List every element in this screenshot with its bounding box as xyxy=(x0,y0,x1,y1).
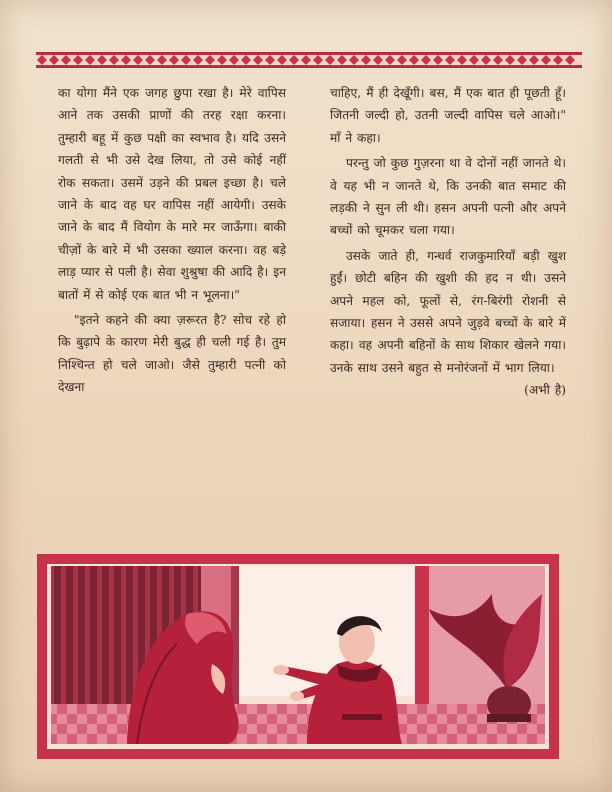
right-paragraph-2: परन्तु जो कुछ गुज़रना था वे दोनों नहीं जानते थे। वे यह भी न जानते थे, कि उनकी बात समाट की लड़की ने सुन ली थी। हसन अपनी पत्नी और अपने बच्चों को चूमकर चला गया। xyxy=(330,156,566,238)
right-paragraph-1: चाहिए, मैं ही देखूँगी। बस, मैं एक बात ही पूछती हूँ। जितनी जल्दी हो, उतनी जल्दी वापिस चले आओ।" माँ ने कहा। xyxy=(330,86,566,145)
right-paragraph-3 xyxy=(330,245,566,398)
right-column xyxy=(330,82,566,536)
diamond-border-pattern xyxy=(36,52,582,68)
tiled-floor xyxy=(51,704,545,744)
text-columns xyxy=(58,82,566,536)
decorative-border-band xyxy=(36,52,582,68)
left-paragraph-1: का योगा मैंने एक जगह छुपा रखा है। मेरे वापिस आने तक उसकी प्राणों की तरह रक्षा करना। तुम्हारी बहू में कुछ पक्षी का स्वभाव है। यदि उसने गलती से भी उसे देख लिया, तो उसे कोई नहीं रोक सकता। उसमें उड़ने की प्रबल इच्छा है। चले जाने के बाद वह घर वापिस नहीं आयेगी। उसके जाने के बाद मैं वियोग के मारे मर जाऊँगा। बाकी चीज़ों के बारे में भी उसका ख्याल करना। वह बड़े लाड़ प्यार से पली है। सेवा शुश्रुषा की आदि है। इन बातों में से कोई एक बात भी न भूलना।" xyxy=(58,86,286,302)
left-paragraph-2: "इतने कहने की क्या ज़रूरत है? सोच रहे हो कि बुढ़ापे के कारण मेरी बुद्ध ही चली गई है। तुम निश्चिन्त हो चले जाओ। जैसे तुम्हारी पत्नी को देखना xyxy=(58,313,286,395)
left-column xyxy=(58,82,286,536)
continued-label: (अभी है) xyxy=(524,383,566,398)
story-illustration xyxy=(37,554,559,759)
right-paragraph-3-text: उसके जाते ही, गन्धर्व राजकुमारियाँ बड़ी खुश हुईं। छोटी बहिन की खुशी की हद न थी। उसने अपने महल को, फूलों से, रंग-बिरंगी रोशनी से सजाया। हसन ने उससे अपने जुड़वे बच्चों के बारे में कहा। वह अपनी बहिनों के साथ शिकार खेलने गया। उनके साथ उसने बहुत से मनोरंजनों में भाग लिया। xyxy=(330,248,566,375)
